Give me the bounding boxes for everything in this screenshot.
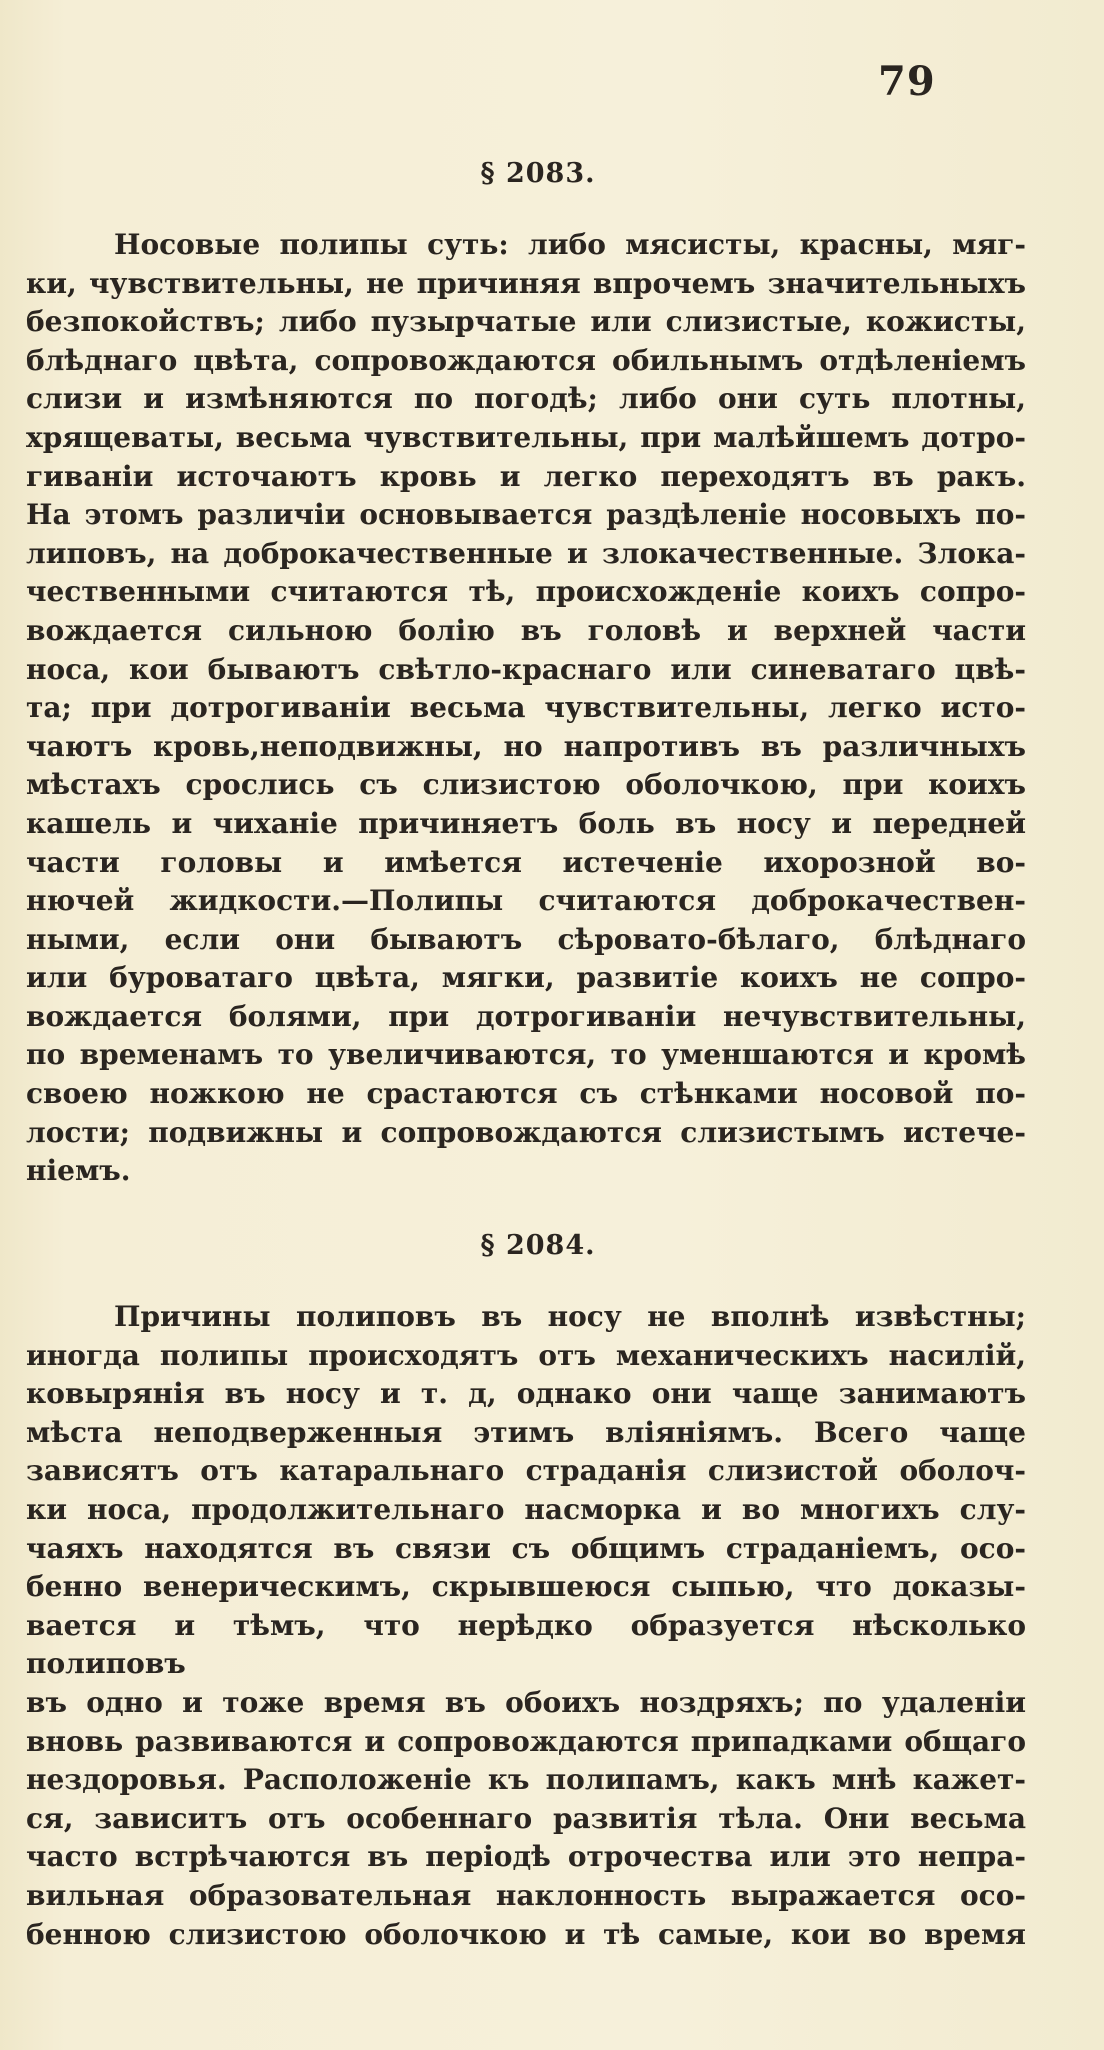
text-line: хрящеваты, весьма чувствительны, при малѣйшемъ дотро- xyxy=(26,420,1026,454)
paragraph xyxy=(26,226,1026,1191)
text-line: вновь развиваются и сопровождаются припадками общаго xyxy=(26,1724,1026,1758)
section-heading: § 2083. xyxy=(480,158,596,189)
text-line: слизи и измѣняются по погодѣ; либо они суть плотны, xyxy=(26,382,1026,416)
section-2084-text xyxy=(26,1298,1026,1954)
text-line: ся, зависитъ отъ особеннаго развитiя тѣла. Они весьма xyxy=(26,1801,1026,1835)
text-line: нiемъ. xyxy=(26,1154,131,1188)
section-heading: § 2084. xyxy=(480,1230,596,1261)
text-line: вождается сильною болiю въ головѣ и верхней части xyxy=(26,613,1026,647)
page-number: 79 xyxy=(878,58,936,105)
text-line: На этомъ различiи основывается раздѣленiе носовыхъ по- xyxy=(26,498,1026,532)
text-line: мѣстахъ срослись съ слизистою оболочкою, при коихъ xyxy=(26,768,1026,802)
text-line: гиванiи источаютъ кровь и легко переходятъ въ ракъ. xyxy=(26,459,1026,493)
text-line: вается и тѣмъ, что нерѣдко образуется нѣсколько полиповъ xyxy=(26,1608,1026,1681)
text-line: ковырянiя въ носу и т. д, однако они чаще занимаютъ xyxy=(26,1377,1026,1411)
text-line: лости; подвижны и сопровождаются слизистымъ истече- xyxy=(26,1115,1026,1149)
text-line: мѣста неподверженныя этимъ влiянiямъ. Всего чаще xyxy=(26,1415,1026,1449)
text-line: блѣднаго цвѣта, сопровождаются обильнымъ отдѣленiемъ xyxy=(26,343,1026,377)
text-line: носа, кои бываютъ свѣтло-краснаго или синеватаго цвѣ- xyxy=(26,652,1026,686)
paragraph xyxy=(26,1298,1026,1954)
text-line: вильная образовательная наклонность выражается осо- xyxy=(26,1878,1026,1912)
text-line: безпокойствъ; либо пузырчатые или слизистые, кожисты, xyxy=(26,305,1026,339)
text-line: ки, чувствительны, не причиняя впрочемъ значительныхъ xyxy=(26,266,1026,300)
text-line: зависятъ отъ катаральнаго страданiя слизистой оболоч- xyxy=(26,1454,1026,1488)
section-2083-text xyxy=(26,226,1026,1191)
text-line: часто встрѣчаются въ перiодѣ отрочества или это непра- xyxy=(26,1840,1026,1874)
text-line: чаяхъ находятся въ связи съ общимъ страданiемъ, осо- xyxy=(26,1531,1026,1565)
section-2083 xyxy=(26,158,1026,189)
text-line: чаютъ кровь,неподвижны, но напротивъ въ различныхъ xyxy=(26,729,1026,763)
text-line: вождается болями, при дотрогиванiи нечувствительны, xyxy=(26,999,1026,1033)
text-line: чественными считаются тѣ, происхожденiе коихъ сопро- xyxy=(26,575,1026,609)
text-line: въ одно и тоже время въ обоихъ ноздряхъ; по удаленiи xyxy=(26,1685,1026,1719)
text-line: кашель и чиханiе причиняетъ боль въ носу и передней xyxy=(26,806,1026,840)
text-line: бенною слизистою оболочкою и тѣ самые, кои во время xyxy=(26,1917,1026,1951)
text-line: нючей жидкости.—Полипы считаются доброкачествен- xyxy=(26,884,1026,918)
text-line: части головы и имѣется истеченiе ихорозной во- xyxy=(26,845,1026,879)
text-line: Причины полиповъ въ носу не вполнѣ извѣстны; xyxy=(114,1300,1026,1333)
text-line: ными, если они бываютъ сѣровато-бѣлаго, блѣднаго xyxy=(26,922,1026,956)
section-2084 xyxy=(26,1230,1026,1261)
text-line: липовъ, на доброкачественные и злокачественные. Злока- xyxy=(26,536,1026,570)
text-line: нездоровья. Расположенiе къ полипамъ, какъ мнѣ кажет- xyxy=(26,1763,1026,1797)
text-line: или буроватаго цвѣта, мягки, развитiе коихъ не сопро- xyxy=(26,961,1026,995)
text-line: по временамъ то увеличиваются, то уменшаются и кромѣ xyxy=(26,1038,1026,1072)
text-line: иногда полипы происходятъ отъ механическихъ насилiй, xyxy=(26,1338,1026,1372)
text-line: та; при дотрогиванiи весьма чувствительны, легко исто- xyxy=(26,691,1026,725)
text-line: своею ножкою не срастаются съ стѣнками носовой по- xyxy=(26,1077,1026,1111)
text-line: Носовые полипы суть: либо мясисты, красны, мяг- xyxy=(114,228,1026,261)
text-line: бенно венерическимъ, скрывшеюся сыпью, что доказы- xyxy=(26,1570,1026,1604)
text-line: ки носа, продолжительнаго насморка и во многихъ слу- xyxy=(26,1492,1026,1526)
